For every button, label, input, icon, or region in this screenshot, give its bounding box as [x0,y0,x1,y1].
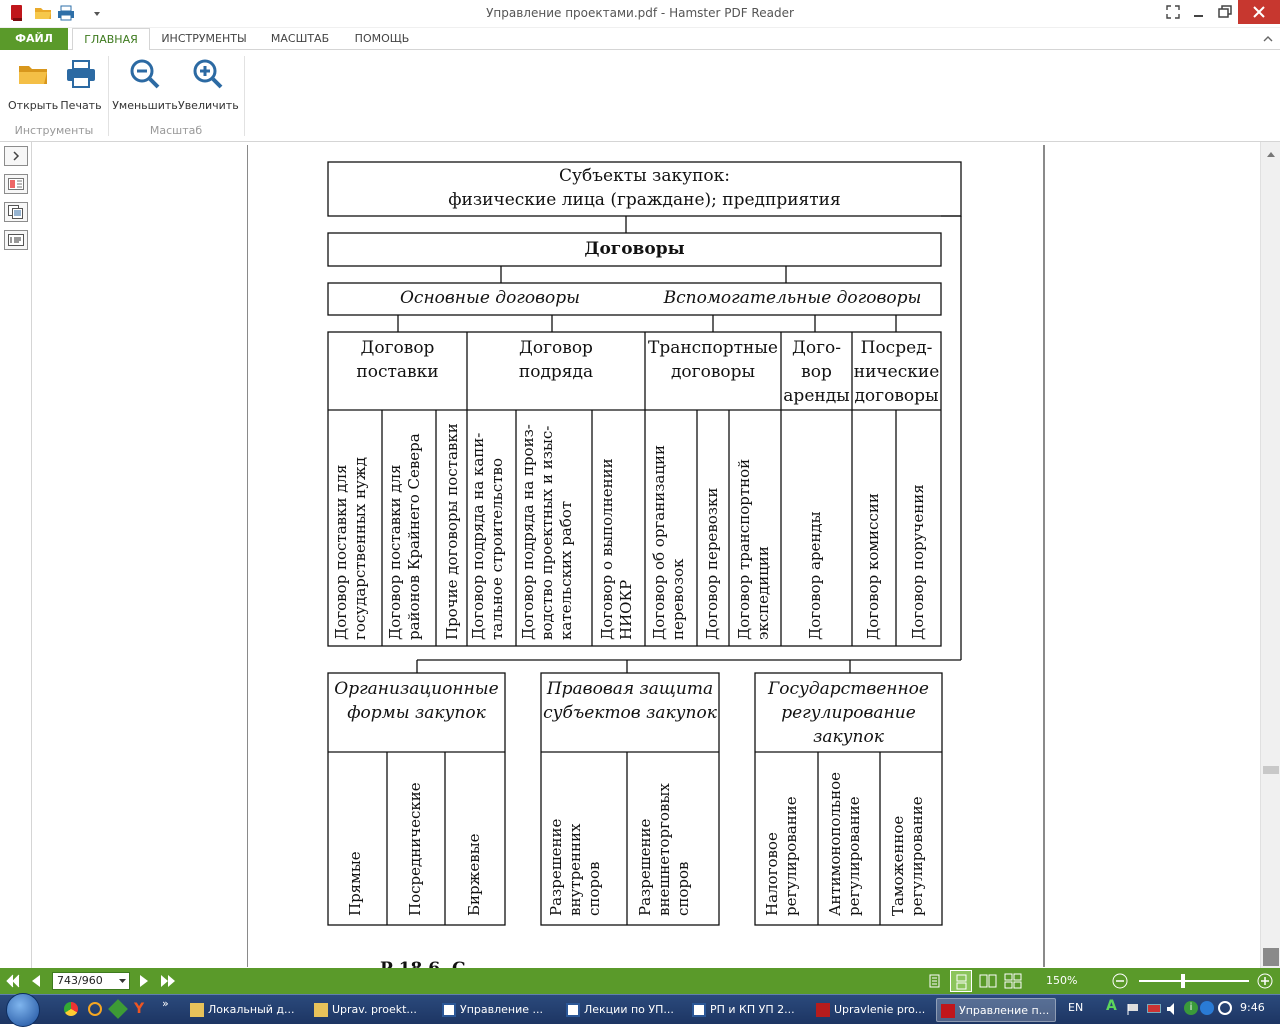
vlabel-carriage: Договор перевозки [703,487,721,640]
task-label: Uprav. proekt... [332,1003,417,1016]
zoom-in-icon [192,58,224,90]
tab-help[interactable]: ПОМОЩЬ [354,32,410,45]
gov-regulation-title-2: регулирование [781,703,916,723]
chevron-down-icon[interactable] [119,979,126,984]
zoom-slider[interactable] [1139,980,1249,982]
status-bar [0,968,1280,994]
header-contract: Договор [519,338,593,358]
open-button-label: Открыть [8,99,59,112]
window-title: Управление проектами.pdf - Hamster PDF Reader [486,6,794,20]
show-more-icon[interactable]: » [162,997,169,1010]
legal-protection-title: Правовая защита [546,679,714,699]
chevron-right-icon [11,151,21,161]
vlabel-transport-org: Договор об организации перевозок [650,445,687,640]
folder-icon [190,1003,204,1017]
print-button[interactable] [58,58,104,112]
tab-file[interactable]: ФАЙЛ [0,28,68,50]
task-label: Локальный д... [208,1003,295,1016]
header-transport: Транспортные [648,338,778,358]
mail-icon[interactable] [88,1002,102,1016]
start-button[interactable] [6,993,40,1027]
vlabel-exchange: Биржевые [465,833,483,916]
vlabel-foreign-disputes: Разрешение внешнеторговых споров [636,783,692,916]
tray-app-icon[interactable]: A [1106,998,1117,1014]
two-page-continuous-icon[interactable] [1004,973,1022,989]
header-contract-2: подряда [518,362,594,382]
main-contracts-label: Основные договоры [400,288,580,308]
thumbnails-button[interactable] [4,174,28,194]
zoom-out-icon [129,58,161,90]
task-pdf-other[interactable] [812,998,930,1022]
task-word-2[interactable] [562,998,682,1022]
vlabel-direct: Прямые [346,851,364,916]
header-agency-2: нические [853,362,940,382]
tab-home[interactable]: ГЛАВНАЯ [72,28,150,51]
legal-protection-title-2: субъектов закупок [543,703,717,723]
task-word-3[interactable] [688,998,806,1022]
expand-panel-button[interactable] [4,146,28,166]
continuous-view-icon [956,974,968,990]
aux-contracts-label: Вспомогательные договоры [663,288,922,308]
yandex-browser-icon[interactable]: Y [134,1001,145,1017]
clock-time[interactable]: 9:46 [1240,1001,1265,1014]
zoom-out-label: Уменьшить [112,99,178,112]
header-supply: Договор [360,338,435,358]
vlabel-design-works: Договор подряда на произ- водство проектных и изыс- кательских работ [519,424,575,640]
task-label: Upravlenie pro... [834,1003,926,1016]
page-number-field[interactable] [52,972,130,990]
network-icon[interactable] [1146,1002,1162,1016]
contracts-heading: Договоры [584,239,685,259]
chrome-icon[interactable] [64,1002,78,1016]
prev-page-icon[interactable] [30,974,42,988]
fullscreen-icon[interactable] [1160,0,1186,24]
scroll-down-button[interactable] [1263,948,1279,966]
task-hamster-pdf[interactable] [936,998,1056,1022]
task-label: Управление п... [959,1004,1050,1017]
vlabel-state-supply: Договор поставки для государственных нужд [332,457,369,640]
zoom-out-button[interactable] [112,58,178,112]
vlabel-capital-construction: Договор подряда на капи- тальное строительство [469,432,506,640]
header-transport-2: договоры [670,362,756,382]
scroll-thumb[interactable] [1263,766,1279,774]
header-rent: Дого- [792,338,841,358]
page-number-value: 743/960 [57,974,103,987]
document-icon [692,1003,706,1017]
figure-caption-cutoff [380,955,540,968]
taskbar [0,994,1280,1024]
vertical-scrollbar[interactable] [1260,142,1280,968]
vlabel-antimonopoly: Антимонопольное регулирование [826,771,863,916]
first-page-icon[interactable] [6,974,20,988]
vlabel-north-supply: Договор поставки для районов Крайнего Севера [386,433,423,640]
header-rent-2: вор [801,362,832,382]
pdf-icon [941,1004,955,1018]
subjects-title: Субъекты закупок: [558,166,731,186]
printer-icon [65,58,97,90]
thumbnails-icon [8,178,24,190]
gov-regulation-title-3: закупок [813,727,884,747]
vlabel-internal-disputes: Разрешение внутренних споров [547,818,603,916]
group-label-scale: Масштаб [149,124,203,137]
task-label: Управление ... [460,1003,543,1016]
vlabel-rent: Договор аренды [806,511,824,640]
task-folder[interactable] [310,998,428,1022]
task-label: РП и КП УП 2... [710,1003,795,1016]
zoom-in-button[interactable] [178,58,238,112]
tab-tools[interactable]: ИНСТРУМЕНТЫ [161,32,247,45]
pages-button[interactable] [4,202,28,222]
folder-icon [17,58,49,90]
vlabel-customs: Таможенное регулирование [889,796,926,916]
vlabel-intermediary: Посреднические [406,782,424,916]
close-button[interactable] [1238,0,1280,24]
bookmarks-icon [8,234,24,246]
header-rent-3: аренды [783,386,850,406]
page-edge-right [1043,145,1045,967]
single-page-view-icon[interactable] [929,974,941,988]
next-page-icon[interactable] [138,974,150,988]
header-agency: Посред- [860,338,933,358]
header-supply-2: поставки [356,362,439,382]
open-button[interactable] [8,58,58,112]
two-page-view-icon[interactable] [979,974,997,988]
title-bar [0,0,1280,28]
pages-icon [8,205,24,219]
org-forms-title: Организационные [334,679,499,699]
vlabel-niokr: Договор о выполнении НИОКР [598,458,635,640]
group-separator [244,56,245,136]
bookmarks-button[interactable] [4,230,28,250]
collapse-ribbon-icon[interactable] [1262,34,1274,44]
restore-button[interactable] [1212,0,1238,24]
ribbon-panel [0,50,1280,142]
minimize-button[interactable] [1186,0,1212,24]
task-explorer[interactable] [186,998,304,1022]
subjects-subtitle: физические лица (граждане); предприятия [448,190,841,210]
security-tray-icon[interactable] [1200,1001,1214,1015]
group-label-tools: Инструменты [14,124,94,137]
zoom-in-label: Увеличить [178,99,239,112]
zoom-slider-thumb[interactable] [1181,974,1185,988]
zoom-minus-icon[interactable] [1112,973,1128,989]
pdf-icon [816,1003,830,1017]
zoom-level: 150% [1046,974,1078,987]
continuous-view-button[interactable] [950,970,972,992]
side-toolbar [0,142,32,968]
header-agency-3: договоры [854,386,939,406]
app-shortcut-icon[interactable] [108,999,128,1019]
vlabel-agency: Договор поручения [909,484,927,640]
vlabel-commission: Договор комиссии [864,493,882,640]
volume-icon[interactable] [1166,1002,1180,1016]
document-icon [442,1003,456,1017]
language-indicator[interactable]: EN [1068,1001,1084,1014]
folder-icon [314,1003,328,1017]
info-tray-icon[interactable]: i [1184,1001,1198,1015]
flag-tray-icon[interactable] [1126,1002,1140,1016]
zoom-plus-icon[interactable] [1257,973,1273,989]
task-word-1[interactable] [438,998,556,1022]
vlabel-tax-regulation: Налоговое регулирование [763,796,800,916]
tab-scale[interactable]: МАСШТАБ [270,32,330,45]
print-button-label: Печать [60,99,102,112]
page-edge-left [247,145,248,967]
org-forms-title-2: формы закупок [347,703,486,723]
ribbon-tabs [0,28,1280,50]
vlabel-other-supply: Прочие договоры поставки [443,423,461,640]
scroll-up-icon[interactable] [1266,150,1276,158]
task-label: Лекции по УП... [584,1003,674,1016]
document-icon [566,1003,580,1017]
gov-regulation-title: Государственное [768,679,929,699]
last-page-icon[interactable] [160,974,176,988]
clock-tray-icon[interactable] [1218,1001,1232,1015]
vlabel-forwarding: Договор транспортной экспедиции [735,458,772,640]
